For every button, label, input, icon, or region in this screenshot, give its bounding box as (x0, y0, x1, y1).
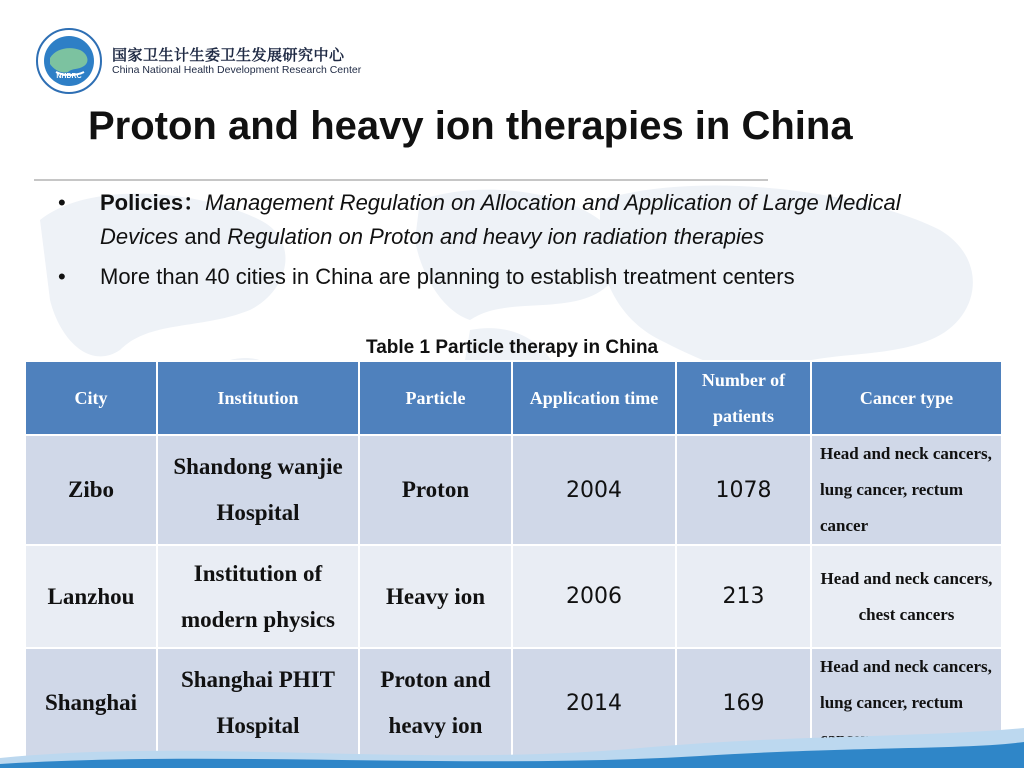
policy-name-1: Management Regulation on Allocation and Application of Large Medical Devices (100, 190, 901, 249)
logo-badge-text: NHDRC (56, 73, 82, 80)
bullet-cities (56, 260, 976, 294)
cell-particle: Proton and heavy ion (359, 648, 512, 758)
cell-patients: 1078 (676, 435, 811, 545)
header-particle: Particle (359, 361, 512, 435)
page-title: Proton and heavy ion therapies in China (88, 104, 853, 148)
bullet-dot: • (58, 264, 66, 289)
table-row (25, 545, 1002, 648)
bullet-policies-label: Policies： (100, 190, 206, 215)
header-number-of-patients: Number of patients (676, 361, 811, 435)
nhdrc-logo (36, 28, 102, 94)
cell-patients: 169 (676, 648, 811, 758)
bullet-policies (56, 186, 976, 254)
header-application-time: Application time (512, 361, 676, 435)
cell-institution: Shanghai PHIT Hospital (157, 648, 359, 758)
cell-city: Lanzhou (25, 545, 157, 648)
bullet-list (56, 186, 976, 294)
cell-city: Zibo (25, 435, 157, 545)
logo-text-en: China National Health Development Research Center (112, 64, 362, 76)
table-row (25, 435, 1002, 545)
cell-city: Shanghai (25, 648, 157, 758)
cell-application-time: 2006 (512, 545, 676, 648)
header-institution: Institution (157, 361, 359, 435)
footer-wave-decoration (0, 698, 1024, 768)
cell-application-time: 2014 (512, 648, 676, 758)
cell-particle: Proton (359, 435, 512, 545)
bullet-dot: • (58, 190, 66, 215)
cell-particle: Heavy ion (359, 545, 512, 648)
cell-cancer-type: Head and neck cancers, chest cancers (811, 545, 1002, 648)
cell-cancer-type: Head and neck cancers, lung cancer, rectum (811, 648, 1002, 758)
header-cancer-type: Cancer type (811, 361, 1002, 435)
cell-application-time: 2004 (512, 435, 676, 545)
table-header-row (25, 361, 1002, 435)
bullet-cities-text: More than 40 cities in China are planning to establish treatment centers (100, 264, 795, 289)
cell-patients: 213 (676, 545, 811, 648)
logo-text-cn: 国家卫生计生委卫生发展研究中心 (112, 46, 345, 64)
cell-institution: Shandong wanjie Hospital (157, 435, 359, 545)
bullet-conjunction: and (178, 224, 228, 249)
cell-cancer-type: Head and neck cancers, lung cancer, rectum cancer (811, 435, 1002, 545)
table-caption: Table 1 Particle therapy in China (366, 337, 659, 358)
policy-name-2: Regulation on Proton and heavy ion radiation therapies (227, 224, 765, 249)
title-divider (34, 179, 768, 181)
header-city: City (25, 361, 157, 435)
cell-institution: Institution of modern physics (157, 545, 359, 648)
